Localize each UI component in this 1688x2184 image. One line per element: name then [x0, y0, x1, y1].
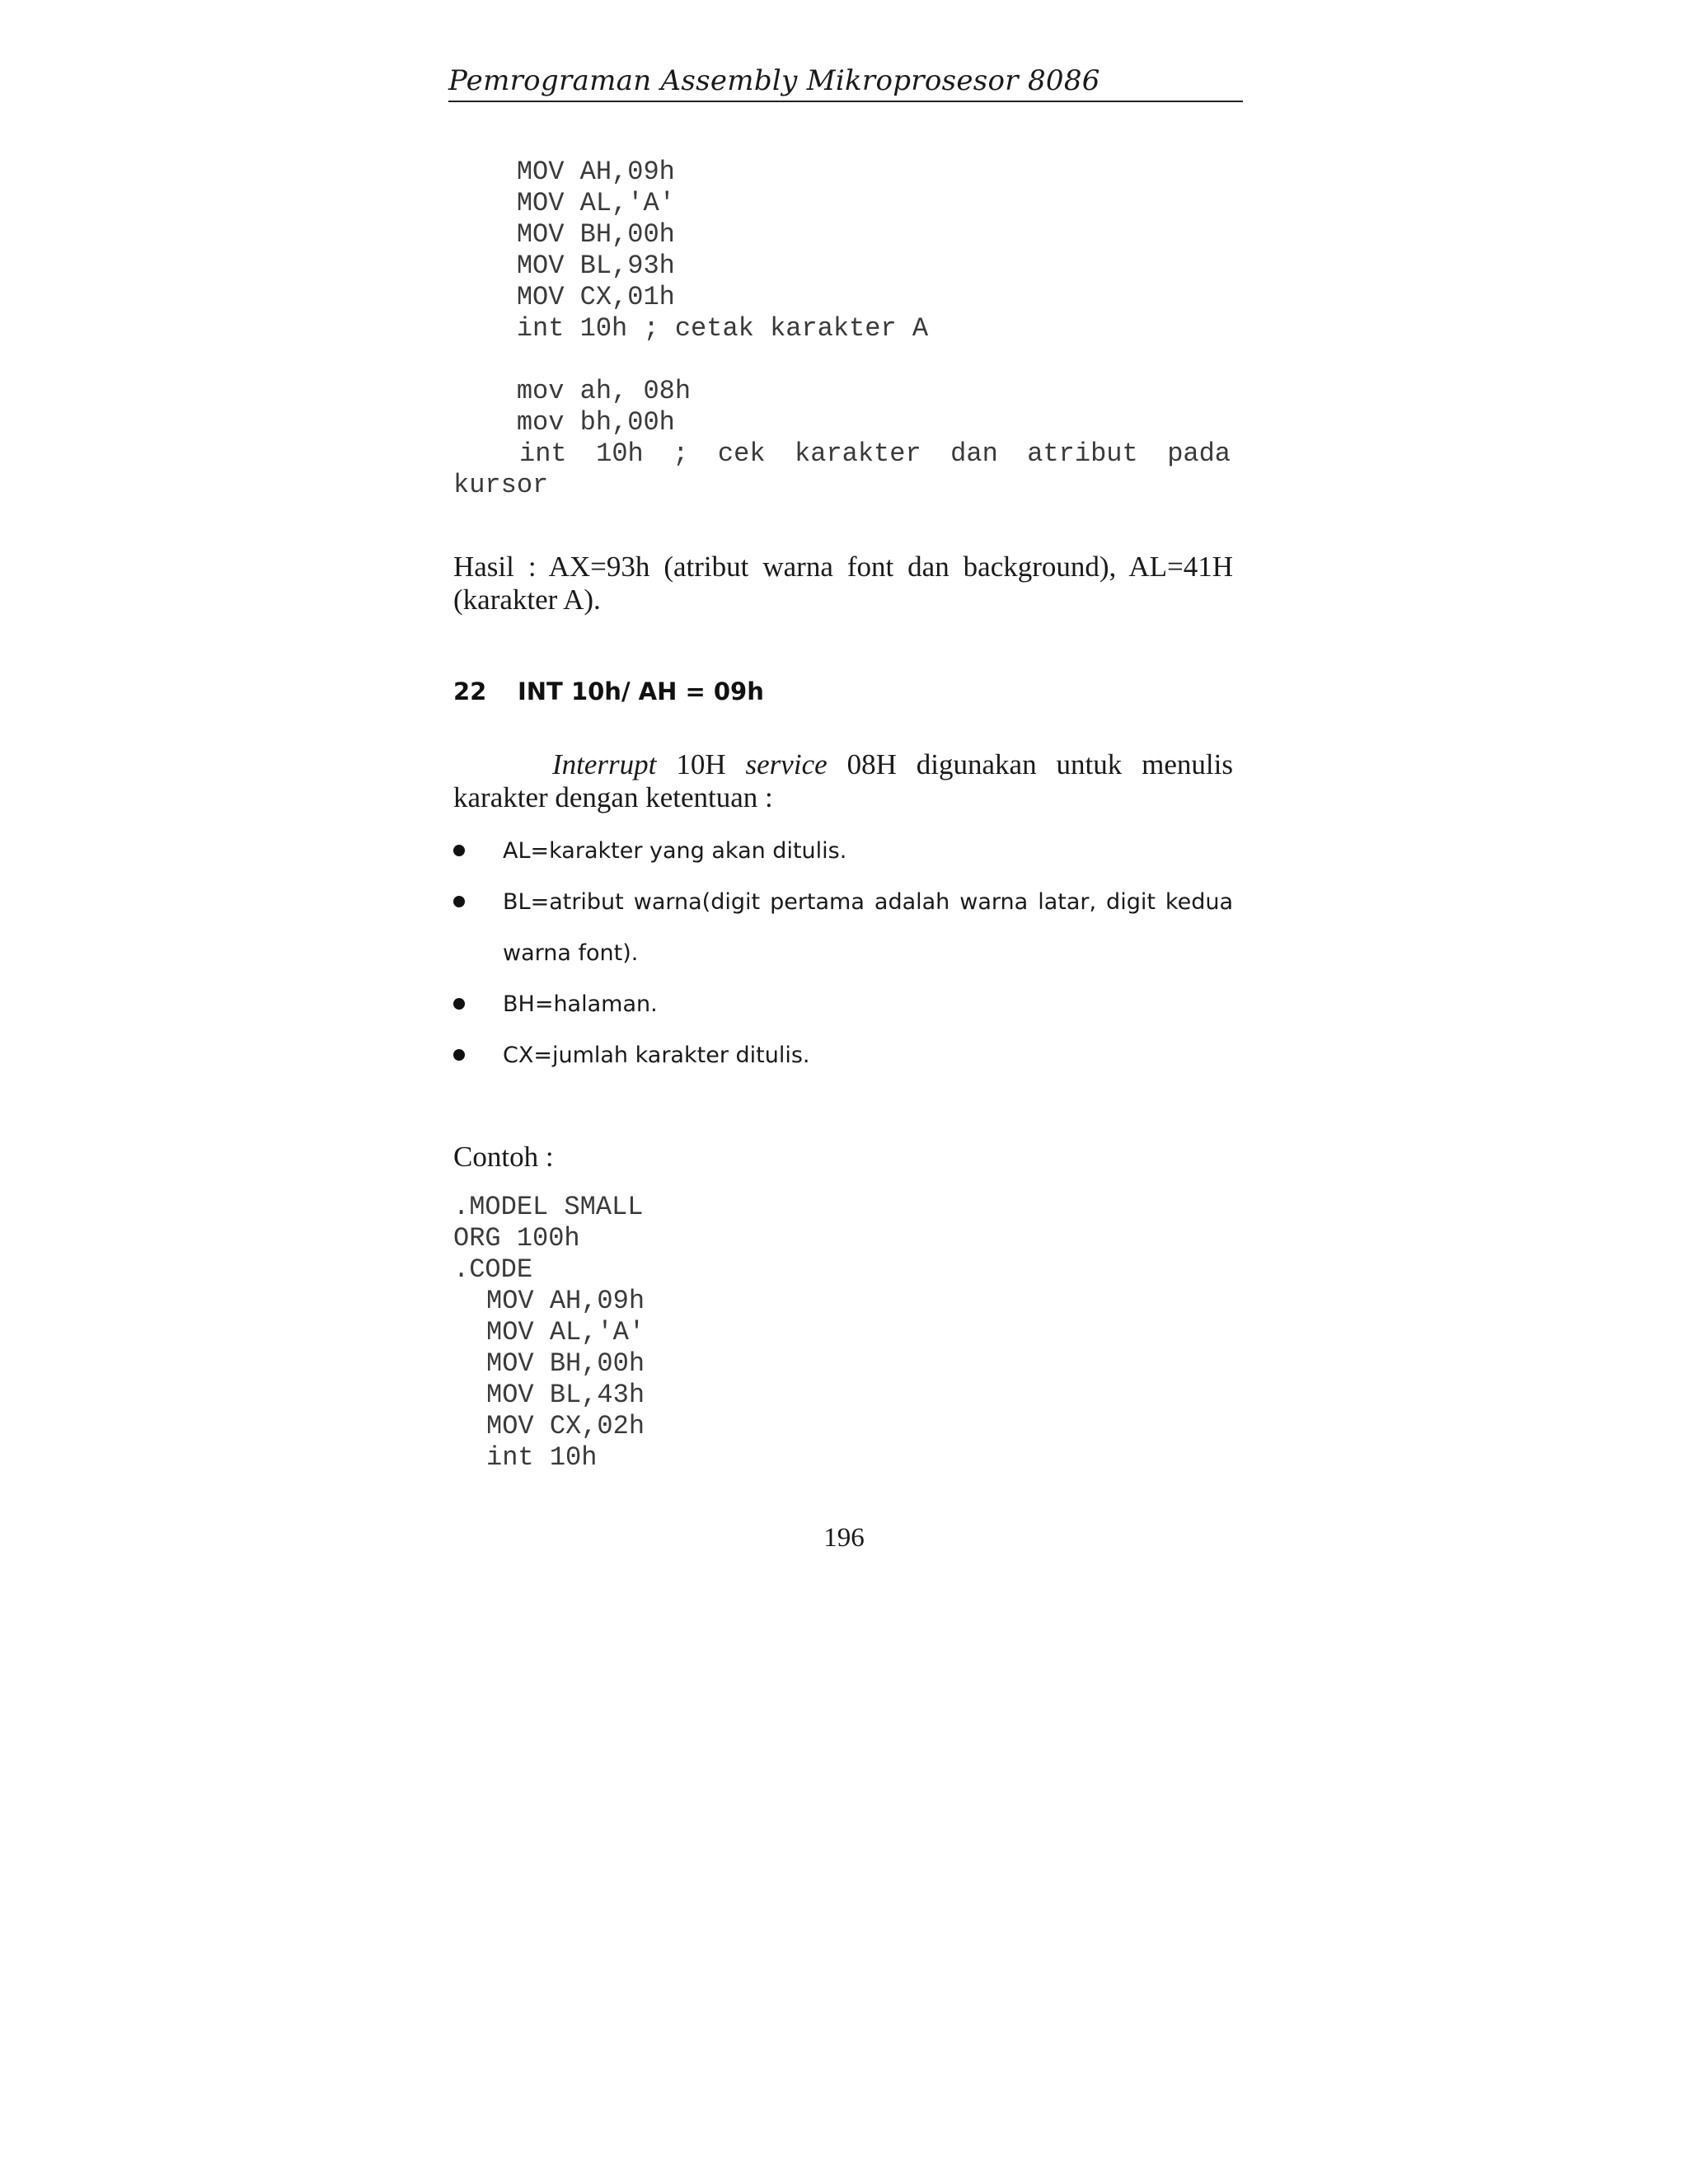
- code-text: MOV AL,'A': [486, 1317, 645, 1347]
- list-item: [453, 1030, 1233, 1081]
- code-text: MOV BL,43h: [486, 1380, 645, 1410]
- intro-text-part: 10H: [656, 748, 746, 780]
- bullet-text: BH=halaman.: [503, 991, 658, 1017]
- code-line: [453, 282, 1231, 313]
- bullet-icon: [453, 1049, 465, 1061]
- code-text: MOV BL,93h: [516, 251, 675, 281]
- code-text: MOV CX,01h: [516, 282, 675, 312]
- bullet-list: [453, 826, 1233, 1081]
- code-block-example: [453, 1192, 645, 1474]
- code-line: [453, 1442, 645, 1474]
- code-line: [453, 157, 1231, 188]
- running-header-title: Pemrograman Assembly Mikroprosesor 8086: [448, 64, 1100, 97]
- code-line: [453, 188, 1231, 219]
- code-text: kursor: [453, 470, 549, 500]
- intro-text-part: 08H digunakan untuk menulis karakter dengan ketentuan :: [453, 748, 1233, 813]
- code-text: MOV AH,09h: [486, 1286, 645, 1316]
- term-service: service: [745, 748, 828, 780]
- section-title: INT 10h/ AH = 09h: [518, 677, 764, 705]
- page-number: 196: [823, 1523, 865, 1553]
- code-line: [453, 1317, 645, 1348]
- list-item: [453, 877, 1233, 979]
- bullet-text: AL=karakter yang akan ditulis.: [503, 838, 847, 864]
- list-item: [453, 826, 1233, 877]
- code-text: MOV AL,'A': [516, 188, 675, 218]
- code-line: [453, 1192, 645, 1223]
- code-text: MOV BH,00h: [516, 219, 675, 250]
- code-line: [453, 313, 1231, 344]
- code-text: MOV BH,00h: [486, 1348, 645, 1379]
- code-text: int 10h: [486, 1442, 598, 1473]
- code-block-top: [453, 157, 1231, 501]
- code-text: MOV AH,09h: [516, 157, 675, 187]
- bullet-text: CX=jumlah karakter ditulis.: [503, 1043, 810, 1068]
- code-line: [453, 1286, 645, 1317]
- code-text: MOV CX,02h: [486, 1411, 645, 1441]
- code-line: [453, 219, 1231, 251]
- code-text: .MODEL SMALL: [453, 1192, 644, 1222]
- bullet-text: BL=atribut warna(digit pertama adalah warna latar, digit kedua warna font).: [503, 889, 1233, 966]
- code-text: mov ah, 08h: [516, 376, 692, 406]
- code-line: [453, 1254, 645, 1286]
- section-number: 22: [453, 677, 487, 705]
- term-interrupt: Interrupt: [552, 748, 657, 780]
- code-line: [453, 1380, 645, 1411]
- bullet-icon: [453, 896, 465, 907]
- code-line-wrapped: [453, 438, 1231, 470]
- code-spacer: [453, 344, 1231, 376]
- result-paragraph: Hasil : AX=93h (atribut warna font dan background), AL=41H (karakter A).: [453, 551, 1233, 616]
- bullet-icon: [453, 998, 465, 1010]
- section-heading: [453, 677, 764, 705]
- code-line: [453, 1411, 645, 1442]
- list-item: [453, 979, 1233, 1030]
- code-text: int 10h ; cek karakter dan atribut pada: [519, 438, 1231, 469]
- code-line: [453, 251, 1231, 282]
- code-text: int 10h ; cetak karakter A: [516, 313, 929, 344]
- code-line: [453, 470, 1231, 501]
- code-line: [453, 1348, 645, 1380]
- code-text: ORG 100h: [453, 1223, 580, 1254]
- page-header: [448, 64, 1243, 102]
- code-text: mov bh,00h: [516, 407, 675, 438]
- example-label: Contoh :: [453, 1141, 554, 1173]
- bullet-icon: [453, 845, 465, 856]
- code-line: [453, 1223, 645, 1254]
- intro-paragraph: [453, 748, 1233, 814]
- code-text: .CODE: [453, 1254, 533, 1285]
- code-line: [453, 376, 1231, 407]
- code-line: [453, 407, 1231, 438]
